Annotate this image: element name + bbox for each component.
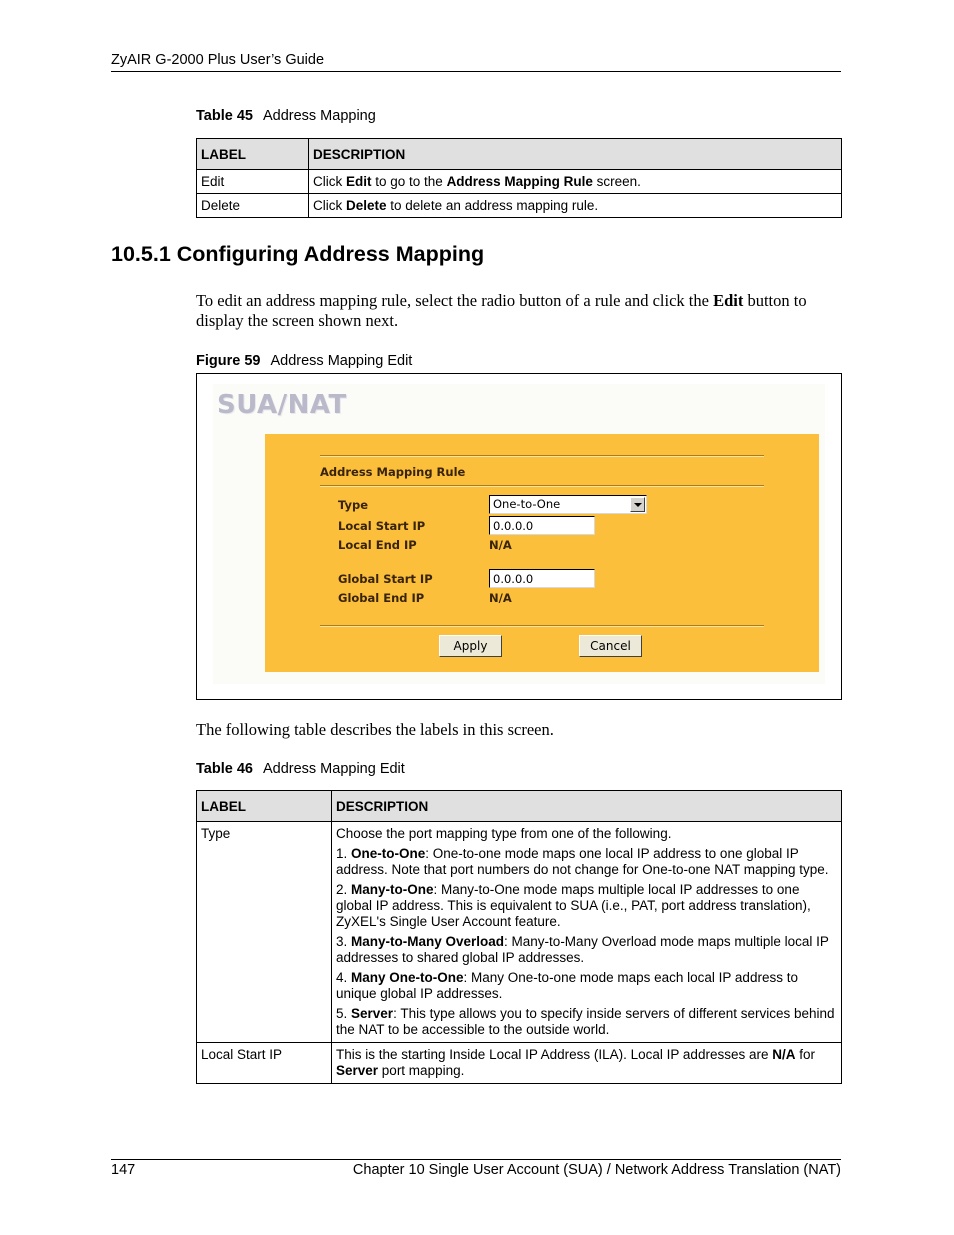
type-select-value: One-to-One (493, 497, 561, 511)
type-option (336, 1006, 837, 1038)
table46 (196, 790, 842, 1084)
desc-text: Click (313, 174, 346, 189)
table45 (196, 138, 842, 218)
type-intro: Choose the port mapping type from one of the following. (336, 826, 672, 841)
local-start-ip-input[interactable] (489, 516, 595, 535)
apply-button[interactable]: Apply (439, 635, 502, 657)
global-end-ip-value: N/A (489, 591, 512, 605)
divider (320, 625, 764, 627)
header-rule (111, 71, 841, 72)
desc-bold: Delete (346, 198, 387, 213)
screenshot-area (213, 384, 825, 684)
row-description (332, 1043, 842, 1084)
local-start-desc (336, 1047, 837, 1079)
table-row (197, 194, 842, 218)
cancel-button[interactable]: Cancel (579, 635, 642, 657)
desc-bold: N/A (772, 1047, 796, 1062)
divider (320, 455, 764, 457)
option-text: : One-to-one mode maps one local IP address to one global IP address. Note that port numbers do not change for One-to-one NAT mapping type. (336, 846, 829, 877)
figure59-caption-number: Figure 59 (196, 353, 261, 369)
local-start-ip-label: Local Start IP (338, 519, 426, 533)
row-label: Local Start IP (197, 1043, 332, 1084)
row-label: Edit (197, 170, 309, 194)
intro-bold: Edit (713, 291, 744, 310)
table-row (197, 1043, 842, 1084)
type-select[interactable] (489, 495, 647, 514)
type-option (336, 882, 837, 930)
column-header-label: LABEL (197, 791, 332, 822)
option-text: : Many One-to-one mode maps each local IP address to unique global IP addresses. (336, 970, 798, 1001)
option-name: Server (351, 1006, 394, 1021)
figure59-caption (196, 353, 412, 369)
chevron-down-icon[interactable] (630, 497, 645, 512)
desc-text: Click (313, 198, 346, 213)
option-text: : Many-to-One mode maps multiple local IP addresses to one global IP address. This is equivalent to SUA (i.e., PAT, port address translation), ZyXEL's Single User Account feature. (336, 882, 811, 929)
column-header-label: LABEL (197, 139, 309, 170)
table-header-row (197, 791, 842, 822)
panel-section-label: Address Mapping Rule (320, 465, 466, 479)
row-label: Delete (197, 194, 309, 218)
row-description (332, 822, 842, 1043)
page-number: 147 (111, 1162, 136, 1178)
row-label: Type (197, 822, 332, 1043)
local-end-ip-label: Local End IP (338, 538, 417, 552)
table46-caption-number: Table 46 (196, 761, 253, 777)
option-number: 2. (336, 882, 352, 897)
global-start-ip-label: Global Start IP (338, 572, 433, 586)
section-title: 10.5.1 Configuring Address Mapping (111, 242, 485, 266)
option-text: : This type allows you to specify inside servers of different services behind the NAT to be accessible to the outside world. (336, 1006, 835, 1037)
table-row (197, 170, 842, 194)
chapter-title: Chapter 10 Single User Account (SUA) / Network Address Translation (NAT) (352, 1162, 841, 1178)
table45-caption-number: Table 45 (196, 108, 253, 124)
desc-text: to delete an address mapping rule. (386, 198, 599, 213)
desc-bold: Server (336, 1063, 379, 1078)
option-number: 4. (336, 970, 352, 985)
table46-caption-title: Address Mapping Edit (262, 761, 405, 777)
type-option (336, 846, 837, 878)
intro-text: button to display the screen shown next. (196, 291, 807, 330)
figure59-caption-title: Address Mapping Edit (270, 353, 413, 369)
table-header-row (197, 139, 842, 170)
intro-paragraph (196, 291, 842, 331)
table-row (197, 822, 842, 1043)
column-header-description: DESCRIPTION (332, 791, 842, 822)
table45-caption-title: Address Mapping (262, 108, 376, 124)
option-name: Many One-to-One (351, 970, 464, 985)
desc-text: screen. (592, 174, 641, 189)
global-start-ip-input[interactable] (489, 569, 595, 588)
local-end-ip-value: N/A (489, 538, 512, 552)
app-title: SUA/NAT (217, 390, 347, 420)
desc-bold: Address Mapping Rule (446, 174, 593, 189)
intro-text: To edit an address mapping rule, select the radio button of a rule and click the (196, 291, 714, 310)
desc-text: port mapping. (378, 1063, 465, 1078)
option-text: : Many-to-Many Overload mode maps multiple local IP addresses to shared global IP addresses. (336, 934, 829, 965)
option-number: 1. (336, 846, 352, 861)
type-option (336, 970, 837, 1002)
desc-bold: Edit (346, 174, 372, 189)
type-option (336, 934, 837, 966)
option-name: Many-to-One (351, 882, 434, 897)
type-label: Type (338, 498, 369, 512)
option-name: One-to-One (351, 846, 426, 861)
option-number: 3. (336, 934, 352, 949)
address-mapping-panel (265, 434, 819, 672)
table45-caption (196, 108, 376, 124)
row-description (309, 170, 842, 194)
table46-caption (196, 761, 405, 777)
option-name: Many-to-Many Overload (351, 934, 505, 949)
figure-frame (196, 373, 842, 700)
following-paragraph: The following table describes the labels in this screen. (196, 720, 554, 739)
row-description (309, 194, 842, 218)
desc-text: for (795, 1047, 815, 1062)
footer-rule (111, 1159, 841, 1160)
desc-text: to go to the (371, 174, 447, 189)
option-number: 5. (336, 1006, 352, 1021)
running-header: ZyAIR G-2000 Plus User’s Guide (111, 52, 325, 68)
divider (320, 485, 764, 487)
column-header-description: DESCRIPTION (309, 139, 842, 170)
desc-text: This is the starting Inside Local IP Address (ILA). Local IP addresses are (336, 1047, 773, 1062)
global-end-ip-label: Global End IP (338, 591, 425, 605)
